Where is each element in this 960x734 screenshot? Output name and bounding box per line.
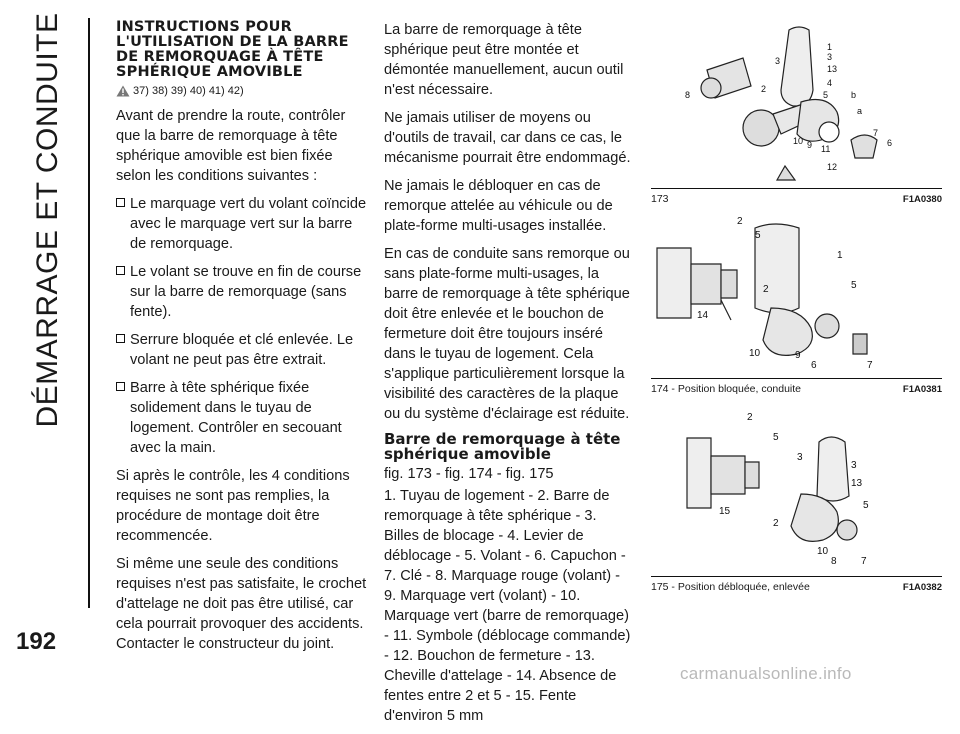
towbar-locked-illustration	[651, 208, 942, 378]
svg-text:10: 10	[749, 348, 761, 359]
svg-text:1: 1	[837, 250, 843, 261]
svg-text:5: 5	[823, 90, 829, 100]
svg-text:2: 2	[773, 518, 779, 529]
list-item: Barre à tête sphérique fixée solidement dans le tuyau de logement. Contrôler en secouant avec la main.	[116, 378, 368, 458]
svg-text:3: 3	[851, 460, 857, 471]
svg-text:2: 2	[747, 412, 753, 423]
list-item: Le volant se trouve en fin de course sur la barre de remorquage (sans fente).	[116, 262, 368, 322]
figure-image	[651, 208, 942, 378]
paragraph: Si après le contrôle, les 4 conditions requises ne sont pas remplies, la procédure de montage doit être recommencée.	[116, 468, 350, 544]
svg-text:13: 13	[851, 478, 863, 489]
list-item: Serrure bloquée et clé enlevée. Le volant ne peut pas être extrait.	[116, 330, 368, 370]
svg-text:2: 2	[763, 284, 769, 295]
svg-text:1: 1	[827, 42, 833, 52]
paragraph: Si même une seule des conditions requises n'est pas satisfaite, le crochet d'attelage ne doit pas être utilisé, car cela pourrait provoquer des accidents. Contacter le constructeur du joint.	[116, 556, 367, 652]
figure-caption: 174 - Position bloquée, conduite F1A0381	[651, 378, 942, 399]
figure-caption: 173 F1A0380	[651, 188, 942, 209]
legend-paragraph: 1. Tuyau de logement - 2. Barre de remorquage à tête sphérique - 3. Billes de blocage - 4. Levier de déblocage - 5. Volant - 6. Capuchon - 7. Clé - 8. Marquage rouge (volant) - 9. Marquage vert (volant) - 10. Marquage vert (barre de remorquage) - 11. Symbole (déblocage commande) - 12. Bouchon de fermeture - 13. Cheville d'attelage - 14. Absence de fentes entre 2 et 5 - 15. Fente d'environ 5 mm	[384, 488, 631, 724]
svg-text:7: 7	[867, 360, 873, 371]
svg-text:10: 10	[817, 546, 829, 557]
svg-text:9: 9	[795, 350, 801, 361]
warning-references: 37) 38) 39) 40) 41) 42)	[116, 84, 368, 98]
svg-text:12: 12	[827, 162, 838, 172]
figure-caption: 175 - Position débloquée, enlevée F1A0382	[651, 576, 942, 597]
svg-text:13: 13	[827, 64, 838, 74]
towbar-illustration	[651, 20, 942, 188]
svg-text:5: 5	[851, 280, 857, 291]
svg-text:4: 4	[827, 78, 833, 88]
page-number: 192	[16, 628, 57, 655]
svg-text:2: 2	[761, 84, 767, 94]
svg-text:b: b	[851, 90, 857, 100]
paragraph: La barre de remorquage à tête sphérique peut être montée et démontée manuellement, aucun outil n'est nécessaire.	[384, 22, 624, 98]
svg-text:10: 10	[793, 136, 804, 146]
intro-paragraph: Avant de prendre la route, contrôler que la barre de remorquage à tête sphérique amovible est bien fixée selon les conditions suivantes :	[116, 108, 346, 184]
svg-text:15: 15	[719, 506, 731, 517]
svg-text:5: 5	[773, 432, 779, 443]
warning-triangle-icon	[116, 85, 130, 97]
figure-image	[651, 398, 942, 576]
svg-text:14: 14	[697, 310, 709, 321]
column-1	[116, 20, 368, 662]
paragraph: Ne jamais le débloquer en cas de remorque attelée au véhicule ou de plate-forme multi-usages installée.	[384, 178, 613, 234]
svg-text:11: 11	[821, 144, 831, 154]
subsection-heading: Barre de remorquage à tête sphérique amovible	[384, 430, 621, 463]
svg-text:7: 7	[873, 128, 879, 138]
svg-text:a: a	[857, 106, 863, 116]
svg-text:5: 5	[863, 500, 869, 511]
column-2	[384, 20, 634, 734]
paragraph: Ne jamais utiliser de moyens ou d'outils de travail, car dans ce cas, le mécanisme pourrait être endommagé.	[384, 110, 631, 166]
section-heading: INSTRUCTIONS POUR L'UTILISATION DE LA BARRE DE REMORQUAGE À TÊTE SPHÉRIQUE AMOVIBLE	[116, 19, 349, 80]
svg-text:6: 6	[811, 360, 817, 371]
svg-text:6: 6	[887, 138, 893, 148]
list-item: Le marquage vert du volant coïncide avec le marquage vert sur la barre de remorquage.	[116, 194, 368, 254]
figure-175	[651, 398, 942, 597]
svg-text:2: 2	[737, 216, 743, 227]
figure-reference: fig. 173 - fig. 174 - fig. 175	[384, 466, 554, 482]
svg-text:3: 3	[827, 52, 833, 62]
svg-text:8: 8	[831, 556, 837, 567]
figure-174	[651, 208, 942, 399]
svg-text:3: 3	[775, 56, 781, 66]
svg-text:8: 8	[685, 90, 691, 100]
towbar-unlocked-illustration	[651, 398, 942, 576]
figure-image	[651, 20, 942, 188]
figure-173	[651, 20, 942, 209]
svg-text:9: 9	[807, 140, 813, 150]
side-section-title: DÉMARRAGE ET CONDUITE	[31, 12, 64, 428]
svg-text:5: 5	[755, 230, 761, 241]
svg-text:3: 3	[797, 452, 803, 463]
watermark-footer: carmanualsonline.info	[680, 664, 852, 683]
side-divider	[88, 18, 90, 608]
svg-text:7: 7	[861, 556, 867, 567]
paragraph: En cas de conduite sans remorque ou sans plate-forme multi-usages, la barre de remorquage à tête sphérique doit être enlevée et le bouchon de fermeture doit être toujours inséré dans le tuyau de logement. Cela s'applique particulièrement lorsque la visibilité des caractères de la plaque ou du système d'éclairage est réduite.	[384, 246, 630, 422]
